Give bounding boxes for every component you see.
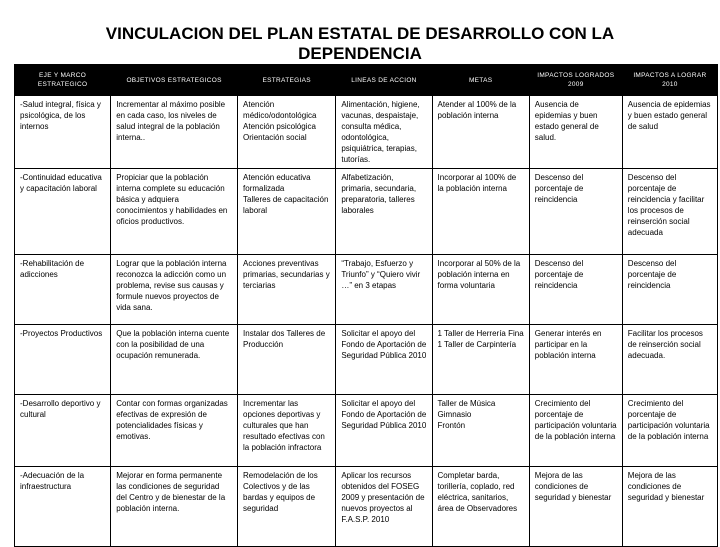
cell-text: Remodelación de los Colectivos y de las bardas y equipos de seguridad	[243, 471, 318, 513]
table-cell	[622, 255, 717, 325]
table-cell	[622, 395, 717, 467]
cell-text: Mejorar en forma permanente las condiciones de seguridad del Centro y de bienestar de la población interna.	[116, 471, 226, 513]
table-cell	[432, 395, 529, 467]
cell-text: Mejora de las condiciones de seguridad y bienestar	[627, 471, 705, 502]
header-estrategias: ESTRATEGIAS	[238, 65, 336, 96]
cell-text: Taller de Música Gimnasio Frontón	[437, 399, 496, 430]
cell-text: -Desarrollo deportivo y cultural	[20, 399, 101, 419]
cell-text: Solicitar el apoyo del Fondo de Aportación de Seguridad Pública 2010	[341, 399, 427, 430]
cell-text: Alfabetización, primaria, secundaria, preparatoria, talleres laborales	[341, 173, 417, 215]
cell-text: Generar interés en participar en la población interna	[534, 329, 602, 360]
cell-text: -Rehabilitación de adicciones	[20, 259, 85, 279]
table-cell	[111, 169, 238, 255]
table-cell	[432, 467, 529, 547]
table-cell	[238, 467, 336, 547]
cell-text: Contar con formas organizadas efectivas de expresión de potencialidades físicas y emotivas.	[116, 399, 228, 441]
table-cell	[15, 467, 111, 547]
table-cell	[529, 255, 622, 325]
cell-text: Atender al 100% de la población interna	[437, 100, 517, 120]
table-cell	[336, 325, 432, 395]
table-cell	[111, 325, 238, 395]
cell-text: Atención educativa formalizada Talleres de capacitación laboral	[243, 173, 329, 215]
cell-text: Atención médico/odontológica Atención psicológica Orientación social	[243, 100, 317, 142]
table-cell	[529, 169, 622, 255]
cell-text: Incrementar al máximo posible en cada caso, los niveles de salud integral de la población interna..	[116, 100, 226, 142]
table-cell	[238, 96, 336, 169]
cell-text: Descenso del porcentaje de reincidencia y facilitar los procesos de reinserción social adecuada	[627, 173, 705, 237]
table-cell	[111, 395, 238, 467]
table-cell	[15, 96, 111, 169]
cell-text: Incorporar al 100% de la población interna	[437, 173, 517, 193]
table-cell	[622, 325, 717, 395]
table-cell	[111, 255, 238, 325]
table-cell	[111, 96, 238, 169]
table-cell	[111, 467, 238, 547]
cell-text: Alimentación, higiene, vacunas, despaistaje, consulta médica, odontológica, psiquiátrica, terapias, tutorías.	[341, 100, 420, 164]
page-title: VINCULACION DEL PLAN ESTATAL DE DESARROLLO CON LA DEPENDENCIA	[105, 24, 615, 63]
table-cell	[238, 395, 336, 467]
cell-text: 1 Taller de Herrería Fina 1 Taller de Carpintería	[437, 329, 524, 349]
table-cell	[336, 169, 432, 255]
header-impactos-2009: IMPACTOS LOGRADOS 2009	[529, 65, 622, 96]
cell-text: Instalar dos Talleres de Producción	[243, 329, 326, 349]
header-metas: METAS	[432, 65, 529, 96]
cell-text: Mejora de las condiciones de seguridad y bienestar	[534, 471, 612, 502]
cell-text: Descenso del porcentaje de reincidencia	[534, 173, 584, 204]
table-row	[15, 467, 718, 547]
cell-text: Que la población interna cuente con la posibilidad de una ocupación remunerada.	[116, 329, 230, 360]
cell-text: Acciones preventivas primarias, secundarias y terciarias	[243, 259, 330, 290]
cell-text: -Continuidad educativa y capacitación laboral	[20, 173, 102, 193]
table-cell	[432, 255, 529, 325]
vinculacion-table	[14, 64, 718, 547]
cell-text: Descenso del porcentaje de reincidencia	[627, 259, 677, 290]
cell-text: Completar barda, torillería, coplado, red eléctrica, sanitarios, área de Observadores	[437, 471, 518, 513]
cell-text: Ausencia de epidemias y buen estado general de salud	[627, 100, 711, 131]
header-objetivos: OBJETIVOS ESTRATEGICOS	[111, 65, 238, 96]
table-cell	[15, 325, 111, 395]
table-cell	[622, 169, 717, 255]
table-cell	[336, 467, 432, 547]
table-row	[15, 255, 718, 325]
cell-text: Ausencia de epidemias y buen estado general de salud.	[534, 100, 599, 142]
cell-text: Solicitar el apoyo del Fondo de Aportación de Seguridad Pública 2010	[341, 329, 427, 360]
header-lineas: LINEAS DE ACCION	[336, 65, 432, 96]
table-cell	[15, 169, 111, 255]
table-row	[15, 325, 718, 395]
cell-text: Crecimiento del porcentaje de participación voluntaria de la población interna	[627, 399, 710, 441]
table-cell	[336, 255, 432, 325]
table-header-row	[15, 65, 718, 96]
table-cell	[336, 395, 432, 467]
table-cell	[238, 325, 336, 395]
cell-text: Propiciar que la población interna complete su educación básica y adquiera conocimientos y habilidades en oficios productivos.	[116, 173, 228, 226]
table-cell	[238, 169, 336, 255]
table-cell	[529, 467, 622, 547]
table-cell	[336, 96, 432, 169]
table-cell	[529, 325, 622, 395]
cell-text: -Adecuación de la infraestructura	[20, 471, 85, 491]
cell-text: Descenso del porcentaje de reincidencia	[534, 259, 584, 290]
cell-text: Aplicar los recursos obtenidos del FOSEG 2009 y presentación de nuevos proyectos al F.A.S.P. 2010	[341, 471, 425, 524]
table-cell	[622, 467, 717, 547]
table-row	[15, 169, 718, 255]
table-cell	[529, 395, 622, 467]
table-row	[15, 96, 718, 169]
cell-text: Incrementar las opciones deportivas y culturales que han resultado efectivas con la población infractora	[243, 399, 325, 452]
table-cell	[622, 96, 717, 169]
table-cell	[238, 255, 336, 325]
table-cell	[432, 169, 529, 255]
table-cell	[432, 96, 529, 169]
table-cell	[529, 96, 622, 169]
table-row	[15, 395, 718, 467]
cell-text: Crecimiento del porcentaje de participación voluntaria de la población interna	[534, 399, 617, 441]
cell-text: “Trabajo, Esfuerzo y Triunfo” y “Quiero vivir …” en 3 etapas	[341, 259, 421, 290]
cell-text: -Proyectos Productivos	[20, 329, 103, 338]
cell-text: -Salud integral, física y psicológica, de los internos	[20, 100, 101, 131]
header-impactos-2010: IMPACTOS A LOGRAR 2010	[622, 65, 717, 96]
cell-text: Facilitar los procesos de reinserción social adecuada.	[627, 329, 703, 360]
cell-text: Lograr que la población interna reconozca la adicción como un problema, revise sus causas y formule nuevos proyectos de vida sana.	[116, 259, 227, 312]
table-cell	[15, 255, 111, 325]
table-cell	[15, 395, 111, 467]
table-cell	[432, 325, 529, 395]
header-eje: EJE Y MARCO ESTRATEGICO	[15, 65, 111, 96]
cell-text: Incorporar al 50% de la población interna en forma voluntaria	[437, 259, 521, 290]
